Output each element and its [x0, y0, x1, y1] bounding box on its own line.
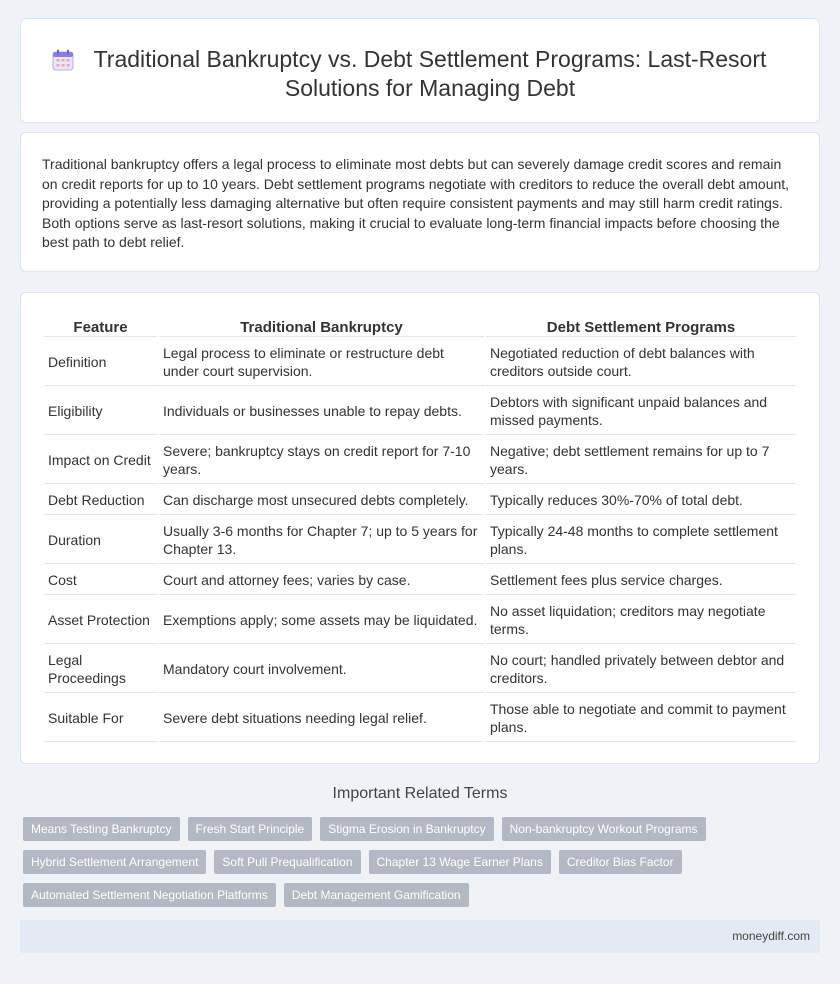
- feature-cell: Definition: [44, 339, 157, 386]
- related-term-tag[interactable]: Non-bankruptcy Workout Programs: [502, 817, 706, 841]
- related-term-tag[interactable]: Fresh Start Principle: [188, 817, 313, 841]
- bankruptcy-cell: Exemptions apply; some assets may be liquidated.: [159, 597, 484, 644]
- footer: [20, 920, 820, 953]
- settlement-cell: Those able to negotiate and commit to payment plans.: [486, 695, 796, 742]
- bankruptcy-cell: Severe; bankruptcy stays on credit report for 7-10 years.: [159, 437, 484, 484]
- bankruptcy-cell: Court and attorney fees; varies by case.: [159, 566, 484, 595]
- bankruptcy-cell: Mandatory court involvement.: [159, 646, 484, 693]
- intro-card: [20, 132, 820, 272]
- page-title: Traditional Bankruptcy vs. Debt Settlement Programs: Last-Resort Solutions for Managing Debt: [93, 46, 767, 101]
- table-row: [44, 566, 796, 595]
- header-card: [20, 18, 820, 123]
- related-terms-title: Important Related Terms: [332, 785, 508, 802]
- feature-cell: Impact on Credit: [44, 437, 157, 484]
- header-debt-settlement: Debt Settlement Programs: [486, 315, 796, 337]
- comparison-table: [42, 313, 798, 744]
- table-header-row: [44, 315, 796, 337]
- related-term-tag[interactable]: Means Testing Bankruptcy: [23, 817, 180, 841]
- bankruptcy-cell: Can discharge most unsecured debts completely.: [159, 486, 484, 515]
- table-row: [44, 597, 796, 644]
- table-row: [44, 437, 796, 484]
- settlement-cell: No court; handled privately between debtor and creditors.: [486, 646, 796, 693]
- footer-site-link[interactable]: moneydiff.com: [732, 929, 810, 943]
- bankruptcy-cell: Legal process to eliminate or restructure debt under court supervision.: [159, 339, 484, 386]
- feature-cell: Eligibility: [44, 388, 157, 435]
- table-row: [44, 695, 796, 742]
- bankruptcy-cell: Individuals or businesses unable to repay debts.: [159, 388, 484, 435]
- related-term-tag[interactable]: Hybrid Settlement Arrangement: [23, 850, 206, 874]
- settlement-cell: Settlement fees plus service charges.: [486, 566, 796, 595]
- related-term-tag[interactable]: Stigma Erosion in Bankruptcy: [320, 817, 493, 841]
- header-feature: Feature: [44, 315, 157, 337]
- feature-cell: Debt Reduction: [44, 486, 157, 515]
- table-row: [44, 646, 796, 693]
- header-traditional-bankruptcy: Traditional Bankruptcy: [159, 315, 484, 337]
- settlement-cell: Debtors with significant unpaid balances and missed payments.: [486, 388, 796, 435]
- table-row: [44, 517, 796, 564]
- bankruptcy-cell: Severe debt situations needing legal relief.: [159, 695, 484, 742]
- intro-paragraph: Traditional bankruptcy offers a legal process to eliminate most debts but can severely damage credit scores and remain on credit reports for up to 10 years. Debt settlement programs negotiate with creditors to reduce the overall debt amount, providing a potentially less damaging alternative but often require consistent payments and may still harm credit ratings. Both options serve as last-resort solutions, making it crucial to evaluate long-term financial impacts before choosing the best path to debt relief.: [42, 156, 790, 250]
- table-row: [44, 339, 796, 386]
- feature-cell: Duration: [44, 517, 157, 564]
- related-term-tag[interactable]: Chapter 13 Wage Earner Plans: [369, 850, 551, 874]
- settlement-cell: Typically 24-48 months to complete settlement plans.: [486, 517, 796, 564]
- related-terms-tags: [23, 817, 723, 907]
- feature-cell: Cost: [44, 566, 157, 595]
- related-term-tag[interactable]: Debt Management Gamification: [284, 883, 469, 907]
- related-term-tag[interactable]: Soft Pull Prequalification: [214, 850, 360, 874]
- settlement-cell: Negative; debt settlement remains for up to 7 years.: [486, 437, 796, 484]
- table-row: [44, 486, 796, 515]
- feature-cell: Legal Proceedings: [44, 646, 157, 693]
- feature-cell: Asset Protection: [44, 597, 157, 644]
- related-term-tag[interactable]: Automated Settlement Negotiation Platforms: [23, 883, 276, 907]
- comparison-card: [20, 292, 820, 764]
- feature-cell: Suitable For: [44, 695, 157, 742]
- bankruptcy-cell: Usually 3-6 months for Chapter 7; up to 5 years for Chapter 13.: [159, 517, 484, 564]
- related-term-tag[interactable]: Creditor Bias Factor: [559, 850, 682, 874]
- settlement-cell: No asset liquidation; creditors may negotiate terms.: [486, 597, 796, 644]
- settlement-cell: Typically reduces 30%-70% of total debt.: [486, 486, 796, 515]
- table-row: [44, 388, 796, 435]
- settlement-cell: Negotiated reduction of debt balances with creditors outside court.: [486, 339, 796, 386]
